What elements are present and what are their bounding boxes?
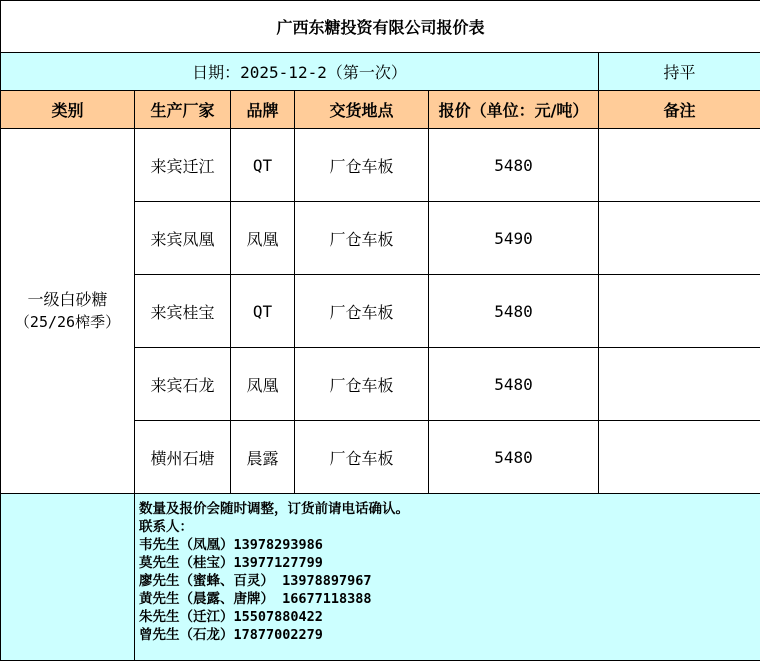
contact-line: 朱先生（迁江）15507880422 (139, 608, 760, 626)
brand-cell: QT (231, 275, 295, 348)
contact-line: 廖先生（蜜蜂、百灵） 13978897967 (139, 572, 760, 590)
notes-cell (135, 494, 760, 661)
delivery-cell: 厂仓车板 (295, 348, 429, 421)
manufacturer-cell: 来宾凤凰 (135, 202, 231, 275)
price-cell: 5480 (429, 275, 599, 348)
header-delivery: 交货地点 (295, 91, 429, 129)
contacts-heading: 联系人： (139, 518, 760, 536)
contact-line: 黄先生（晨露、唐牌） 16677118388 (139, 590, 760, 608)
notes-blank-cell (1, 494, 135, 661)
brand-cell: 凤凰 (231, 202, 295, 275)
header-brand: 品牌 (231, 91, 295, 129)
header-category: 类别 (1, 91, 135, 129)
brand-cell: 晨露 (231, 421, 295, 494)
contact-line: 韦先生（凤凰）13978293986 (139, 536, 760, 554)
notes-disclaimer: 数量及报价会随时调整，订货前请电话确认。 (139, 500, 760, 518)
remark-cell (599, 348, 760, 421)
sheet-title: 广西东糖投资有限公司报价表 (1, 1, 760, 53)
category-name: 一级白砂糖 (1, 289, 134, 311)
brand-cell: QT (231, 129, 295, 202)
price-cell: 5480 (429, 129, 599, 202)
delivery-cell: 厂仓车板 (295, 421, 429, 494)
category-season: （25/26榨季） (1, 311, 134, 333)
date-label: 日期：2025-12-2（第一次） (1, 53, 599, 91)
remark-cell (599, 275, 760, 348)
delivery-cell: 厂仓车板 (295, 275, 429, 348)
manufacturer-cell: 来宾迁江 (135, 129, 231, 202)
remark-cell (599, 129, 760, 202)
trend-label: 持平 (599, 53, 760, 91)
remark-cell (599, 421, 760, 494)
contact-line: 莫先生（桂宝）13977127799 (139, 554, 760, 572)
manufacturer-cell: 来宾石龙 (135, 348, 231, 421)
delivery-cell: 厂仓车板 (295, 202, 429, 275)
delivery-cell: 厂仓车板 (295, 129, 429, 202)
contact-line: 曾先生（石龙）17877002279 (139, 626, 760, 644)
header-price: 报价（单位：元/吨） (429, 91, 599, 129)
brand-cell: 凤凰 (231, 348, 295, 421)
header-remark: 备注 (599, 91, 760, 129)
remark-cell (599, 202, 760, 275)
manufacturer-cell: 横州石塘 (135, 421, 231, 494)
table-row (1, 129, 760, 202)
category-cell (1, 129, 135, 494)
header-manufacturer: 生产厂家 (135, 91, 231, 129)
price-cell: 5480 (429, 421, 599, 494)
price-cell: 5490 (429, 202, 599, 275)
price-cell: 5480 (429, 348, 599, 421)
manufacturer-cell: 来宾桂宝 (135, 275, 231, 348)
